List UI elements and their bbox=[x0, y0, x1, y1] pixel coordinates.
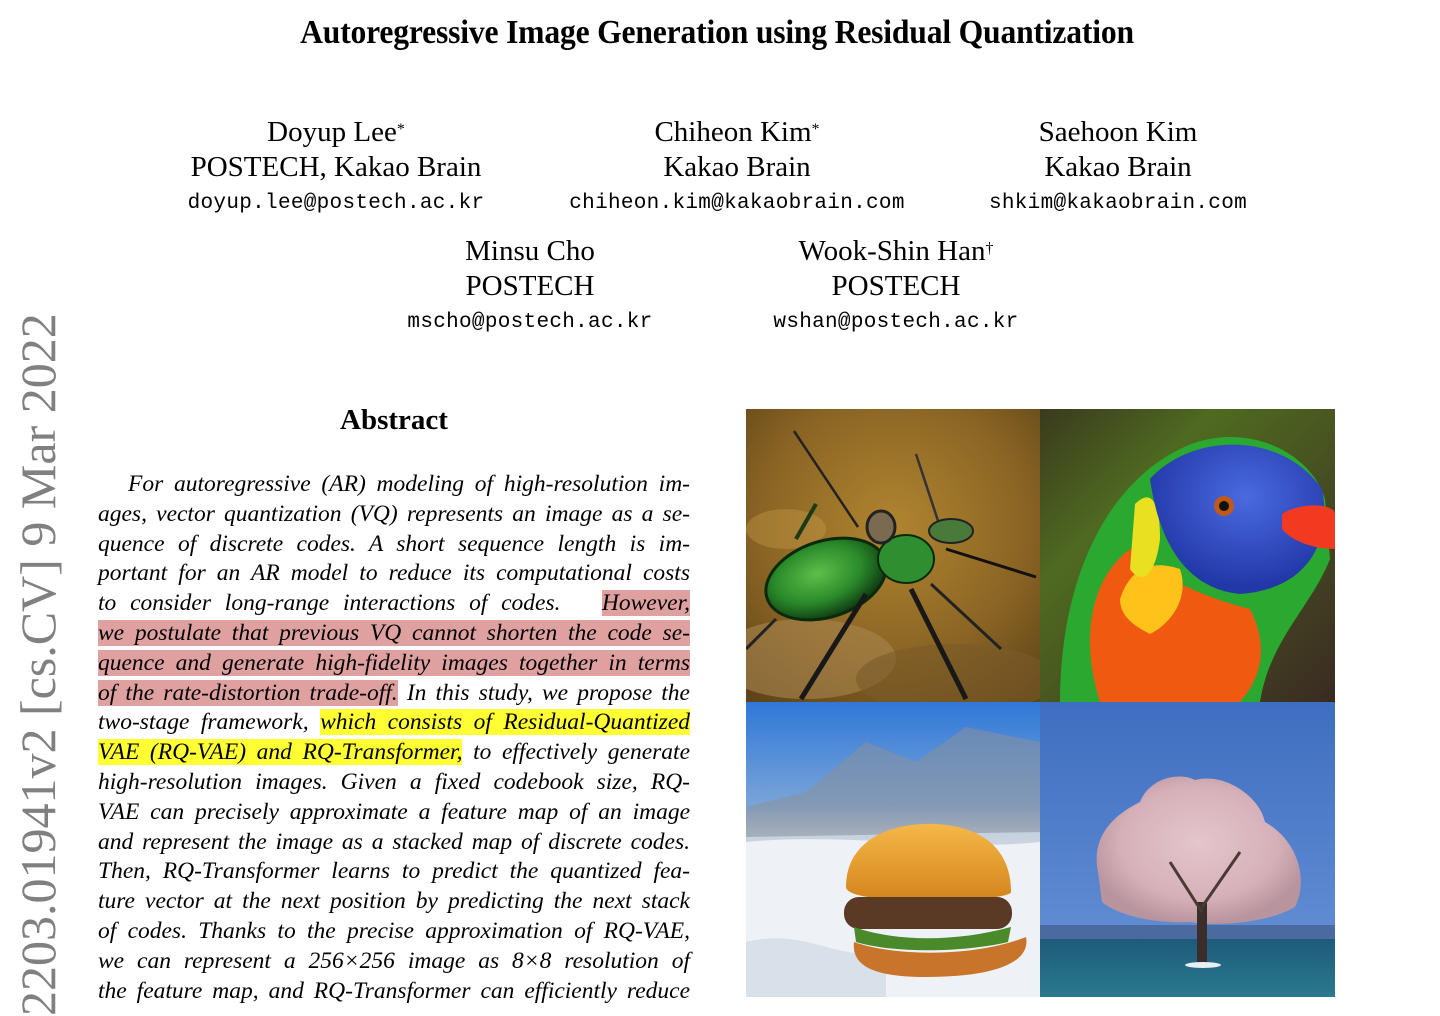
abstract-line bbox=[98, 708, 690, 738]
abstract-text bbox=[98, 470, 690, 1006]
teaser-figure-grid bbox=[746, 409, 1335, 997]
abstract-text-run: two-stage framework, bbox=[98, 709, 309, 736]
abstract-line: VAE can precisely approximate a feature map of an image bbox=[98, 798, 690, 825]
author-affiliation: Kakao Brain bbox=[1044, 151, 1192, 183]
cherry-tree-illustration-icon bbox=[1040, 702, 1335, 997]
abstract-line bbox=[98, 738, 690, 768]
author-name: Minsu Cho bbox=[465, 235, 595, 267]
abstract-line bbox=[98, 679, 690, 709]
author-affiliation: Kakao Brain bbox=[663, 151, 811, 183]
author-block bbox=[978, 115, 1258, 218]
author-block bbox=[176, 115, 496, 218]
abstract-line: ture vector at the next position by predicting the next stack bbox=[98, 888, 690, 915]
abstract-line bbox=[98, 589, 690, 619]
abstract-line: For autoregressive (AR) modeling of high-resolution im- bbox=[128, 471, 690, 497]
author-email[interactable]: doyup.lee@postech.ac.kr bbox=[187, 192, 485, 215]
abstract-text-run: to effectively generate bbox=[473, 739, 691, 766]
author-email[interactable]: mscho@postech.ac.kr bbox=[407, 311, 653, 334]
burger-image bbox=[746, 702, 1040, 997]
beetle-illustration-icon bbox=[746, 409, 1040, 702]
parrot-illustration-icon bbox=[1040, 409, 1335, 702]
author-block bbox=[762, 234, 1030, 337]
abstract-heading: Abstract bbox=[340, 404, 448, 436]
author-name: Wook-Shin Han† bbox=[798, 235, 994, 267]
author-email[interactable]: wshan@postech.ac.kr bbox=[773, 311, 1019, 334]
author-block bbox=[557, 115, 917, 218]
highlight-yellow[interactable]: VAE (RQ-VAE) and RQ-Transformer, bbox=[98, 739, 463, 766]
burger-illustration-icon bbox=[746, 702, 1040, 997]
highlight-red[interactable]: quence and generate high-fidelity images together in terms bbox=[98, 649, 690, 676]
beetle-image bbox=[746, 409, 1040, 702]
abstract-line: the feature map, and RQ-Transformer can efficiently reduce bbox=[98, 977, 690, 1004]
abstract-line: Then, RQ-Transformer learns to predict the quantized fea- bbox=[98, 858, 690, 885]
abstract-line: ages, vector quantization (VQ) represents an image as a se- bbox=[98, 500, 690, 527]
author-email[interactable]: shkim@kakaobrain.com bbox=[988, 192, 1248, 215]
author-block bbox=[396, 234, 664, 337]
arxiv-identifier-stamp: 2203.01941v2 [cs.CV] 9 Mar 2022 bbox=[10, 313, 66, 1016]
author-name: Chiheon Kim* bbox=[654, 116, 820, 148]
author-affiliation: POSTECH, Kakao Brain bbox=[190, 151, 482, 183]
abstract-text-run: In this study, we propose the bbox=[406, 679, 690, 706]
author-name: Doyup Lee* bbox=[267, 116, 405, 148]
author-affiliation: POSTECH bbox=[465, 270, 595, 302]
highlight-red[interactable]: we postulate that previous VQ cannot shorten the code se- bbox=[98, 619, 690, 646]
abstract-line: portant for an AR model to reduce its computational costs bbox=[98, 560, 690, 587]
abstract-line: and represent the image as a stacked map of discrete codes. bbox=[98, 828, 690, 855]
paper-title: Autoregressive Image Generation using Residual Quantization bbox=[300, 14, 1134, 51]
abstract-text-run: to consider long-range interactions of codes. bbox=[98, 590, 561, 617]
abstract-line bbox=[98, 649, 690, 679]
parrot-image bbox=[1040, 409, 1335, 702]
abstract-line: of codes. Thanks to the precise approximation of RQ-VAE, bbox=[98, 917, 690, 944]
abstract-line: high-resolution images. Given a fixed codebook size, RQ- bbox=[98, 768, 690, 795]
author-name: Saehoon Kim bbox=[1038, 116, 1198, 148]
author-email[interactable]: chiheon.kim@kakaobrain.com bbox=[569, 192, 905, 215]
abstract-line: we can represent a 256×256 image as 8×8 resolution of bbox=[98, 947, 690, 974]
abstract-line bbox=[98, 619, 690, 649]
highlight-red[interactable]: of the rate-distortion trade-off. bbox=[98, 679, 398, 706]
highlight-red[interactable]: However, bbox=[601, 590, 690, 617]
author-affiliation: POSTECH bbox=[831, 270, 961, 302]
highlight-yellow[interactable]: which consists of Residual-Quantized bbox=[320, 709, 691, 736]
cherry-tree-image bbox=[1040, 702, 1335, 997]
abstract-line: quence of discrete codes. A short sequence length is im- bbox=[98, 530, 690, 557]
